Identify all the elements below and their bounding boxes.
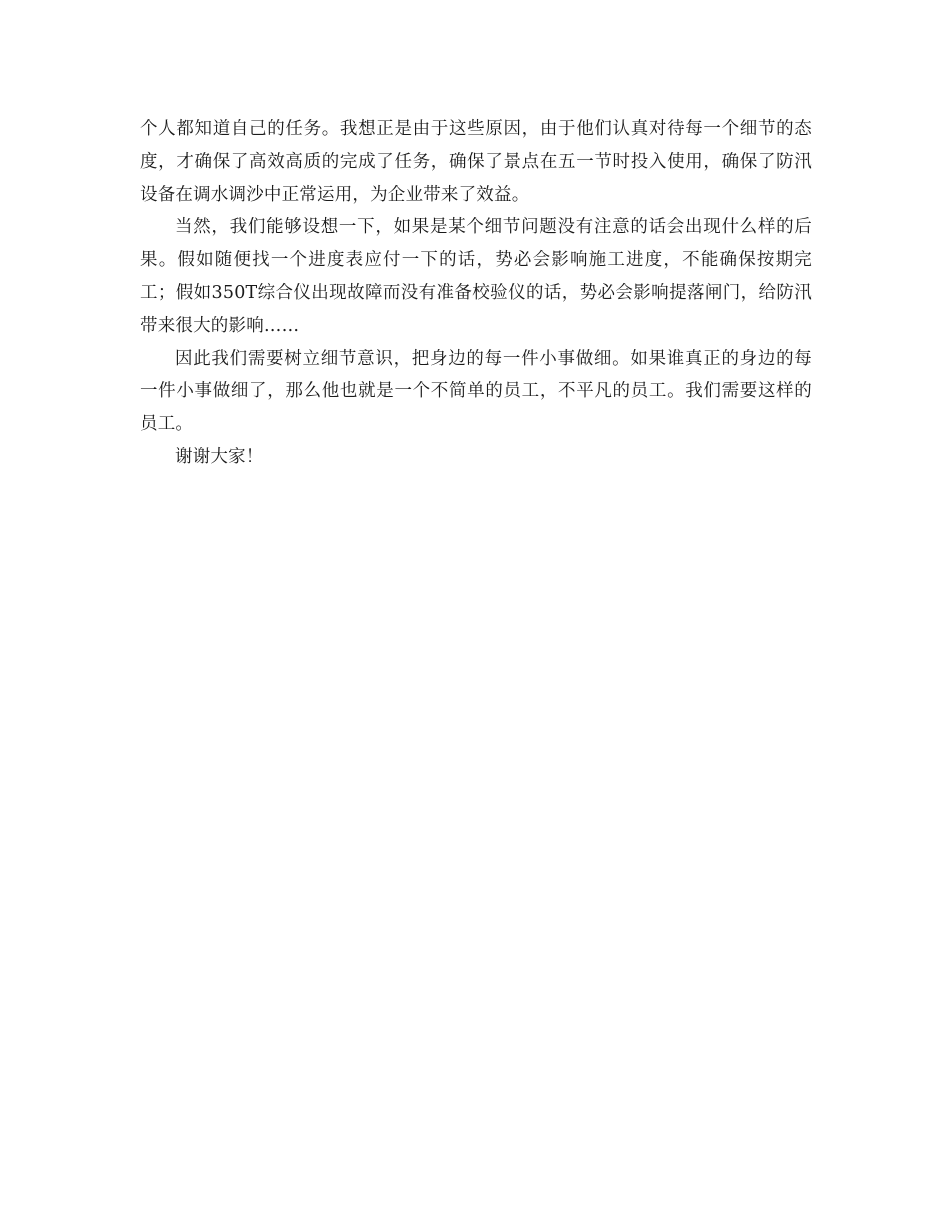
paragraph-conclusion: 因此我们需要树立细节意识，把身边的每一件小事做细。如果谁真正的身边的每一件小事做细了，那么他也就是一个不简单的员工，不平凡的员工。我们需要这样的员工。 [140, 348, 812, 435]
document-body [140, 113, 812, 474]
paragraph-thanks: 谢谢大家！ [175, 446, 264, 467]
paragraph-consequences: 当然，我们能够设想一下，如果是某个细节问题没有注意的话会出现什么样的后果。假如随便找一个进度表应付一下的话，势必会影响施工进度，不能确保按期完工；假如350T综合仪出现故障而没有准备校验仪的话，势必会影响提落闸门，给防汛带来很大的影响…… [140, 217, 812, 336]
paragraph-continuation: 个人都知道自己的任务。我想正是由于这些原因，由于他们认真对待每一个细节的态度，才确保了高效高质的完成了任务，确保了景点在五一节时投入使用，确保了防汛设备在调水调沙中正常运用，为企业带来了效益。 [140, 119, 812, 205]
